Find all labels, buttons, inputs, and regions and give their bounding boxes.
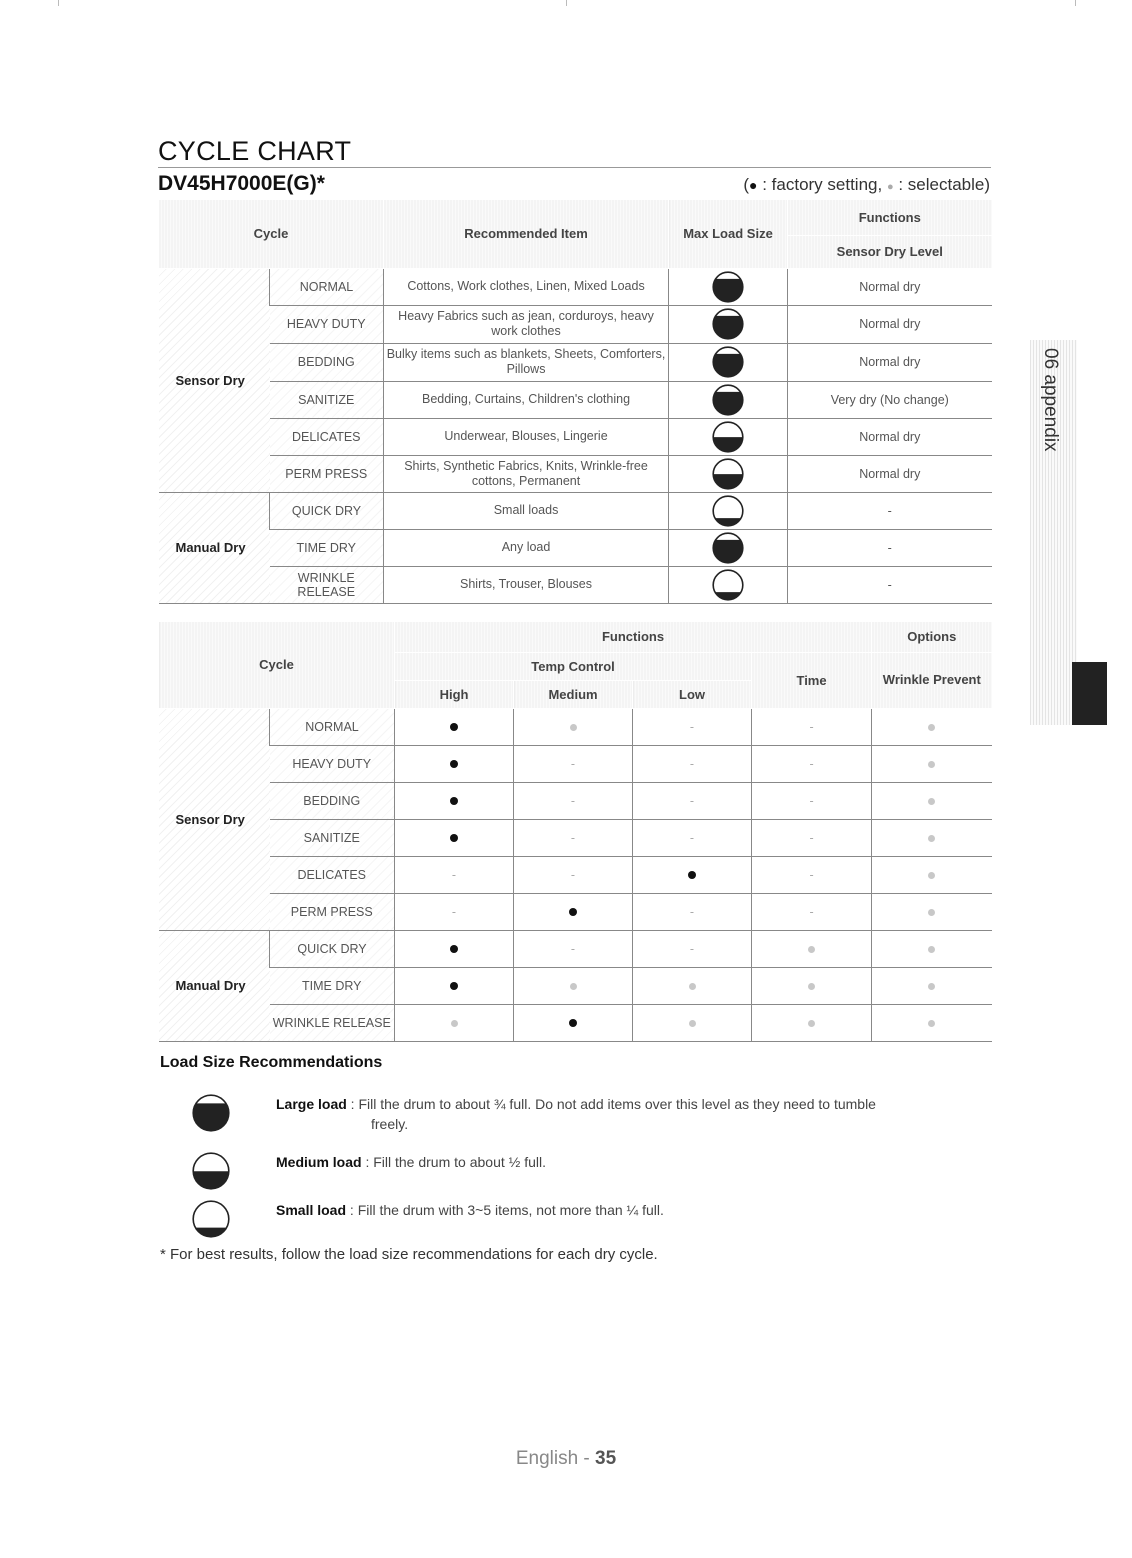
group-label: Manual Dry xyxy=(159,930,270,1041)
selectable-dot-icon xyxy=(570,724,577,731)
small-load-icon xyxy=(669,495,787,527)
cycle-name: BEDDING xyxy=(270,343,384,381)
recommended-item: Any load xyxy=(384,529,669,566)
high-cell xyxy=(395,1004,514,1041)
medium-cell xyxy=(514,856,633,893)
cycle-name: QUICK DRY xyxy=(270,492,384,529)
sensor-dry-level: Normal dry xyxy=(788,455,992,492)
table-row xyxy=(159,930,992,967)
wrinkle-cell xyxy=(872,930,992,967)
not-available: - xyxy=(689,793,695,808)
factory-setting-dot-icon xyxy=(450,723,458,731)
selectable-dot-icon xyxy=(928,983,935,990)
header-cycle: Cycle xyxy=(159,622,395,708)
factory-setting-dot-icon xyxy=(569,908,577,916)
medium-cell xyxy=(514,819,633,856)
not-available: - xyxy=(570,941,576,956)
factory-setting-dot-icon xyxy=(450,834,458,842)
high-cell xyxy=(395,745,514,782)
selectable-dot-icon xyxy=(928,909,935,916)
cycle-name: WRINKLE RELEASE xyxy=(270,566,384,603)
cycle-name: HEAVY DUTY xyxy=(270,305,384,343)
header-functions: Functions xyxy=(395,622,872,652)
wrinkle-cell xyxy=(872,1004,992,1041)
not-available: - xyxy=(809,793,814,808)
header-functions: Functions xyxy=(788,200,992,235)
high-cell xyxy=(395,819,514,856)
header-wrinkle-prevent: Wrinkle Prevent xyxy=(872,652,992,708)
group-label: Sensor Dry xyxy=(159,708,270,930)
max-load-size xyxy=(669,455,788,492)
high-cell xyxy=(395,708,514,745)
selectable-dot-icon xyxy=(928,835,935,842)
factory-setting-dot-icon xyxy=(450,945,458,953)
not-available: - xyxy=(809,830,814,845)
not-available: - xyxy=(809,719,814,734)
not-available: - xyxy=(451,904,457,919)
section-tab xyxy=(1030,340,1077,725)
table-row xyxy=(159,893,992,930)
not-available: - xyxy=(570,756,576,771)
wrinkle-cell xyxy=(872,893,992,930)
table-row xyxy=(159,566,992,603)
model-number: DV45H7000E(G)* xyxy=(158,172,325,195)
selectable-dot-icon xyxy=(808,983,815,990)
high-cell xyxy=(395,782,514,819)
small-load-icon xyxy=(192,1200,230,1238)
recommended-item: Small loads xyxy=(384,492,669,529)
selectable-dot-icon xyxy=(928,872,935,879)
table-row xyxy=(159,1004,992,1041)
crop-mark xyxy=(1075,0,1076,6)
table-row xyxy=(159,782,992,819)
high-cell xyxy=(395,893,514,930)
selectable-dot-icon xyxy=(928,724,935,731)
selectable-dot-icon xyxy=(928,1020,935,1027)
max-load-size xyxy=(669,305,788,343)
low-cell xyxy=(633,967,752,1004)
header-temp-control: Temp Control xyxy=(395,652,752,680)
cycle-name: PERM PRESS xyxy=(270,455,384,492)
footnote: * For best results, follow the load size recommendations for each dry cycle. xyxy=(160,1246,658,1263)
large-load-icon xyxy=(669,384,787,416)
sensor-dry-level: - xyxy=(788,566,992,603)
max-load-size xyxy=(669,492,788,529)
header-recommended-item: Recommended Item xyxy=(384,200,669,268)
selectable-dot-icon xyxy=(689,983,696,990)
time-cell xyxy=(752,1004,872,1041)
table-row xyxy=(159,381,992,418)
small-load-icon xyxy=(669,569,787,601)
factory-setting-dot-icon: ● xyxy=(749,177,758,193)
factory-setting-dot-icon xyxy=(450,982,458,990)
cycle-name: QUICK DRY xyxy=(270,930,395,967)
selectable-dot-icon xyxy=(570,983,577,990)
sensor-dry-level: Normal dry xyxy=(788,305,992,343)
header-max-load-size: Max Load Size xyxy=(669,200,788,268)
not-available: - xyxy=(689,941,695,956)
table-row xyxy=(159,819,992,856)
wrinkle-cell xyxy=(872,819,992,856)
medium-cell xyxy=(514,893,633,930)
medium-load-icon xyxy=(192,1152,230,1190)
section-tab-label: 06 appendix xyxy=(1040,348,1061,452)
group-label: Sensor Dry xyxy=(159,268,270,492)
not-available: - xyxy=(689,904,695,919)
cycle-name: PERM PRESS xyxy=(270,893,395,930)
recommended-item: Heavy Fabrics such as jean, corduroys, heavy work clothes xyxy=(384,305,669,343)
max-load-size xyxy=(669,268,788,305)
page-footer: English - 35 xyxy=(515,1448,617,1469)
large-load-icon xyxy=(192,1094,230,1132)
time-cell xyxy=(752,745,872,782)
group-label: Manual Dry xyxy=(159,492,270,603)
cycle-name: NORMAL xyxy=(270,268,384,305)
cycle-name: HEAVY DUTY xyxy=(270,745,395,782)
cycle-table-sensor-level xyxy=(158,200,992,604)
crop-mark xyxy=(58,0,59,6)
recommended-item: Bedding, Curtains, Children's clothing xyxy=(384,381,669,418)
medium-cell xyxy=(514,1004,633,1041)
cycle-name: BEDDING xyxy=(270,782,395,819)
not-available: - xyxy=(809,756,814,771)
medium-cell xyxy=(514,745,633,782)
low-cell xyxy=(633,930,752,967)
max-load-size xyxy=(669,418,788,455)
table-row xyxy=(159,305,992,343)
cycle-name: TIME DRY xyxy=(270,529,384,566)
low-cell xyxy=(633,782,752,819)
selectable-dot-icon: ● xyxy=(886,181,894,193)
time-cell xyxy=(752,856,872,893)
page-number: 35 xyxy=(595,1448,617,1469)
header-medium: Medium xyxy=(514,680,633,708)
sensor-dry-level: - xyxy=(788,529,992,566)
cycle-name: TIME DRY xyxy=(270,967,395,1004)
load-size-title: Load Size Recommendations xyxy=(160,1054,383,1071)
table-row xyxy=(159,745,992,782)
table-row xyxy=(159,492,992,529)
table-row xyxy=(159,418,992,455)
max-load-size xyxy=(669,566,788,603)
not-available: - xyxy=(570,867,576,882)
selectable-dot-icon xyxy=(928,798,935,805)
table-row xyxy=(159,856,992,893)
low-cell xyxy=(633,856,752,893)
medium-cell xyxy=(514,782,633,819)
cycle-name: SANITIZE xyxy=(270,819,395,856)
medium-cell xyxy=(514,930,633,967)
header-high: High xyxy=(395,680,514,708)
table-row xyxy=(159,268,992,305)
time-cell xyxy=(752,893,872,930)
table-row xyxy=(159,708,992,745)
selectable-dot-icon xyxy=(451,1020,458,1027)
header-sensor-dry-level: Sensor Dry Level xyxy=(788,235,992,268)
time-cell xyxy=(752,819,872,856)
not-available: - xyxy=(689,719,695,734)
table-row xyxy=(159,455,992,492)
header-time: Time xyxy=(752,652,872,708)
not-available: - xyxy=(689,756,695,771)
low-cell xyxy=(633,893,752,930)
title-divider xyxy=(158,167,991,168)
low-cell xyxy=(633,1004,752,1041)
max-load-size xyxy=(669,529,788,566)
sensor-dry-level: Normal dry xyxy=(788,418,992,455)
selectable-dot-icon xyxy=(928,946,935,953)
low-cell xyxy=(633,745,752,782)
cycle-table-functions-options xyxy=(158,622,992,1042)
header-low: Low xyxy=(633,680,752,708)
cycle-name: DELICATES xyxy=(270,856,395,893)
medium-load-icon xyxy=(669,458,787,490)
wrinkle-cell xyxy=(872,745,992,782)
medium-cell xyxy=(514,967,633,1004)
factory-setting-dot-icon xyxy=(688,871,696,879)
time-cell xyxy=(752,708,872,745)
not-available: - xyxy=(570,793,576,808)
recommended-item: Bulky items such as blankets, Sheets, Comforters, Pillows xyxy=(384,343,669,381)
recommended-item: Cottons, Work clothes, Linen, Mixed Loads xyxy=(384,268,669,305)
wrinkle-cell xyxy=(872,967,992,1004)
selectable-dot-icon xyxy=(808,946,815,953)
time-cell xyxy=(752,782,872,819)
sensor-dry-level: Very dry (No change) xyxy=(788,381,992,418)
medium-cell xyxy=(514,708,633,745)
recommended-item: Shirts, Synthetic Fabrics, Knits, Wrinkle-free cottons, Permanent xyxy=(384,455,669,492)
medium-load-icon xyxy=(669,421,787,453)
recommended-item: Shirts, Trouser, Blouses xyxy=(384,566,669,603)
max-load-size xyxy=(669,381,788,418)
sensor-dry-level: - xyxy=(788,492,992,529)
selectable-dot-icon xyxy=(808,1020,815,1027)
high-cell xyxy=(395,856,514,893)
header-cycle: Cycle xyxy=(159,200,384,268)
selectable-dot-icon xyxy=(689,1020,696,1027)
large-load-icon xyxy=(669,308,787,340)
factory-setting-dot-icon xyxy=(569,1019,577,1027)
factory-setting-dot-icon xyxy=(450,797,458,805)
cycle-name: WRINKLE RELEASE xyxy=(270,1004,395,1041)
large-load-icon xyxy=(669,271,787,303)
not-available: - xyxy=(809,867,814,882)
max-load-size xyxy=(669,343,788,381)
wrinkle-cell xyxy=(872,856,992,893)
legend: (● : factory setting, ● : selectable) xyxy=(743,175,990,194)
cycle-name: DELICATES xyxy=(270,418,384,455)
selectable-dot-icon xyxy=(928,761,935,768)
table-row xyxy=(159,343,992,381)
not-available: - xyxy=(809,904,814,919)
sensor-dry-level: Normal dry xyxy=(788,343,992,381)
header-options: Options xyxy=(872,622,992,652)
cycle-name: NORMAL xyxy=(270,708,395,745)
not-available: - xyxy=(689,830,695,845)
sensor-dry-level: Normal dry xyxy=(788,268,992,305)
high-cell xyxy=(395,967,514,1004)
large-load-icon xyxy=(669,346,787,378)
low-cell xyxy=(633,708,752,745)
section-tab-marker xyxy=(1072,662,1107,725)
page-title: CYCLE CHART xyxy=(158,136,352,166)
high-cell xyxy=(395,930,514,967)
time-cell xyxy=(752,967,872,1004)
crop-mark xyxy=(566,0,567,6)
table-row xyxy=(159,529,992,566)
cycle-name: SANITIZE xyxy=(270,381,384,418)
not-available: - xyxy=(570,830,576,845)
wrinkle-cell xyxy=(872,782,992,819)
not-available: - xyxy=(451,867,457,882)
low-cell xyxy=(633,819,752,856)
wrinkle-cell xyxy=(872,708,992,745)
table-row xyxy=(159,967,992,1004)
recommended-item: Underwear, Blouses, Lingerie xyxy=(384,418,669,455)
factory-setting-dot-icon xyxy=(450,760,458,768)
large-load-icon xyxy=(669,532,787,564)
time-cell xyxy=(752,930,872,967)
